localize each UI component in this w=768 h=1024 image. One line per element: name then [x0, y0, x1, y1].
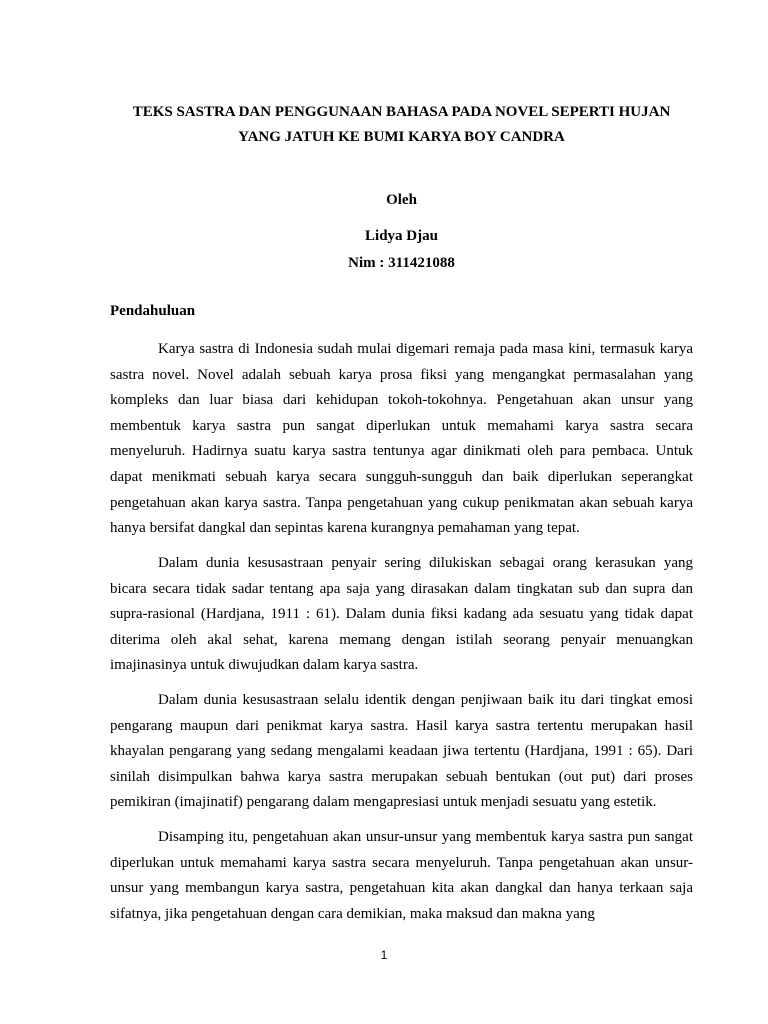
page-number: 1 [380, 948, 388, 962]
student-id: Nim : 311421088 [348, 255, 455, 271]
paragraph-4: Disamping itu, pengetahuan akan unsur-unsur yang membentuk karya sastra pun sangat diperlukan untuk memahami karya sastra secara menyeluruh. Tanpa pengetahuan akan unsur-unsur yang membangun karya sastra, pengetahuan kita akan dangkal dan hanya terkaan saja sifatnya, jika pengetahuan dengan cara demikian, maka maksud dan makna yang [110, 829, 693, 922]
title-line-1: TEKS SASTRA DAN PENGGUNAAN BAHASA PADA NOVEL SEPERTI HUJAN [132, 104, 671, 120]
title-line-2: YANG JATUH KE BUMI KARYA BOY CANDRA [238, 129, 565, 145]
paragraph-3: Dalam dunia kesusastraan selalu identik dengan penjiwaan baik itu dari tingkat emosi pengarang maupun dari penikmat karya sastra. Hasil karya sastra tertentu merupakan hasil khayalan pengarang yang sedang mengalami keadaan jiwa tertentu (Hardjana, 1991 : 65). Dari sinilah disimpulkan bahwa karya sastra merupakan sebuah bentukan (out put) dari proses pemikiran (imajinatif) pengarang dalam mengapresiasi untuk menjadi sesuatu yang estetik. [110, 692, 693, 811]
by-label: Oleh [386, 192, 417, 208]
paragraph-1: Karya sastra di Indonesia sudah mulai digemari remaja pada masa kini, termasuk karya sastra novel. Novel adalah sebuah karya prosa fiksi yang mengangkat permasalahan yang kompleks dan luar biasa dari kehidupan tokoh-tokohnya. Pengetahuan akan unsur yang membentuk karya sastra pun sangat diperlukan untuk memahami karya sastra secara menyeluruh. Hadirnya suatu karya sastra tentunya agar dinikmati oleh para pembaca. Untuk dapat menikmati sebuah karya secara sungguh-sungguh dan baik diperlukan seperangkat pengetahuan akan karya sastra. Tanpa pengetahuan yang cukup penikmatan akan sebuah karya hanya bersifat dangkal dan sepintas karena kurangnya pemahaman yang tepat. [110, 341, 693, 537]
document-title [110, 100, 693, 150]
author-name: Lidya Djau [365, 228, 438, 244]
paragraph-2: Dalam dunia kesusastraan penyair sering dilukiskan sebagai orang kerasukan yang bicara secara tidak sadar tentang apa saja yang dirasakan dalam tingkatan sub dan supra dan supra-rasional (Hardjana, 1911 : 61). Dalam dunia fiksi kadang ada sesuatu yang tidak dapat diterima oleh akal sehat, karena memang dengan istilah seorang penyair menuangkan imajinasinya untuk diwujudkan dalam karya sastra. [110, 555, 693, 674]
section-heading: Pendahuluan [110, 303, 196, 319]
